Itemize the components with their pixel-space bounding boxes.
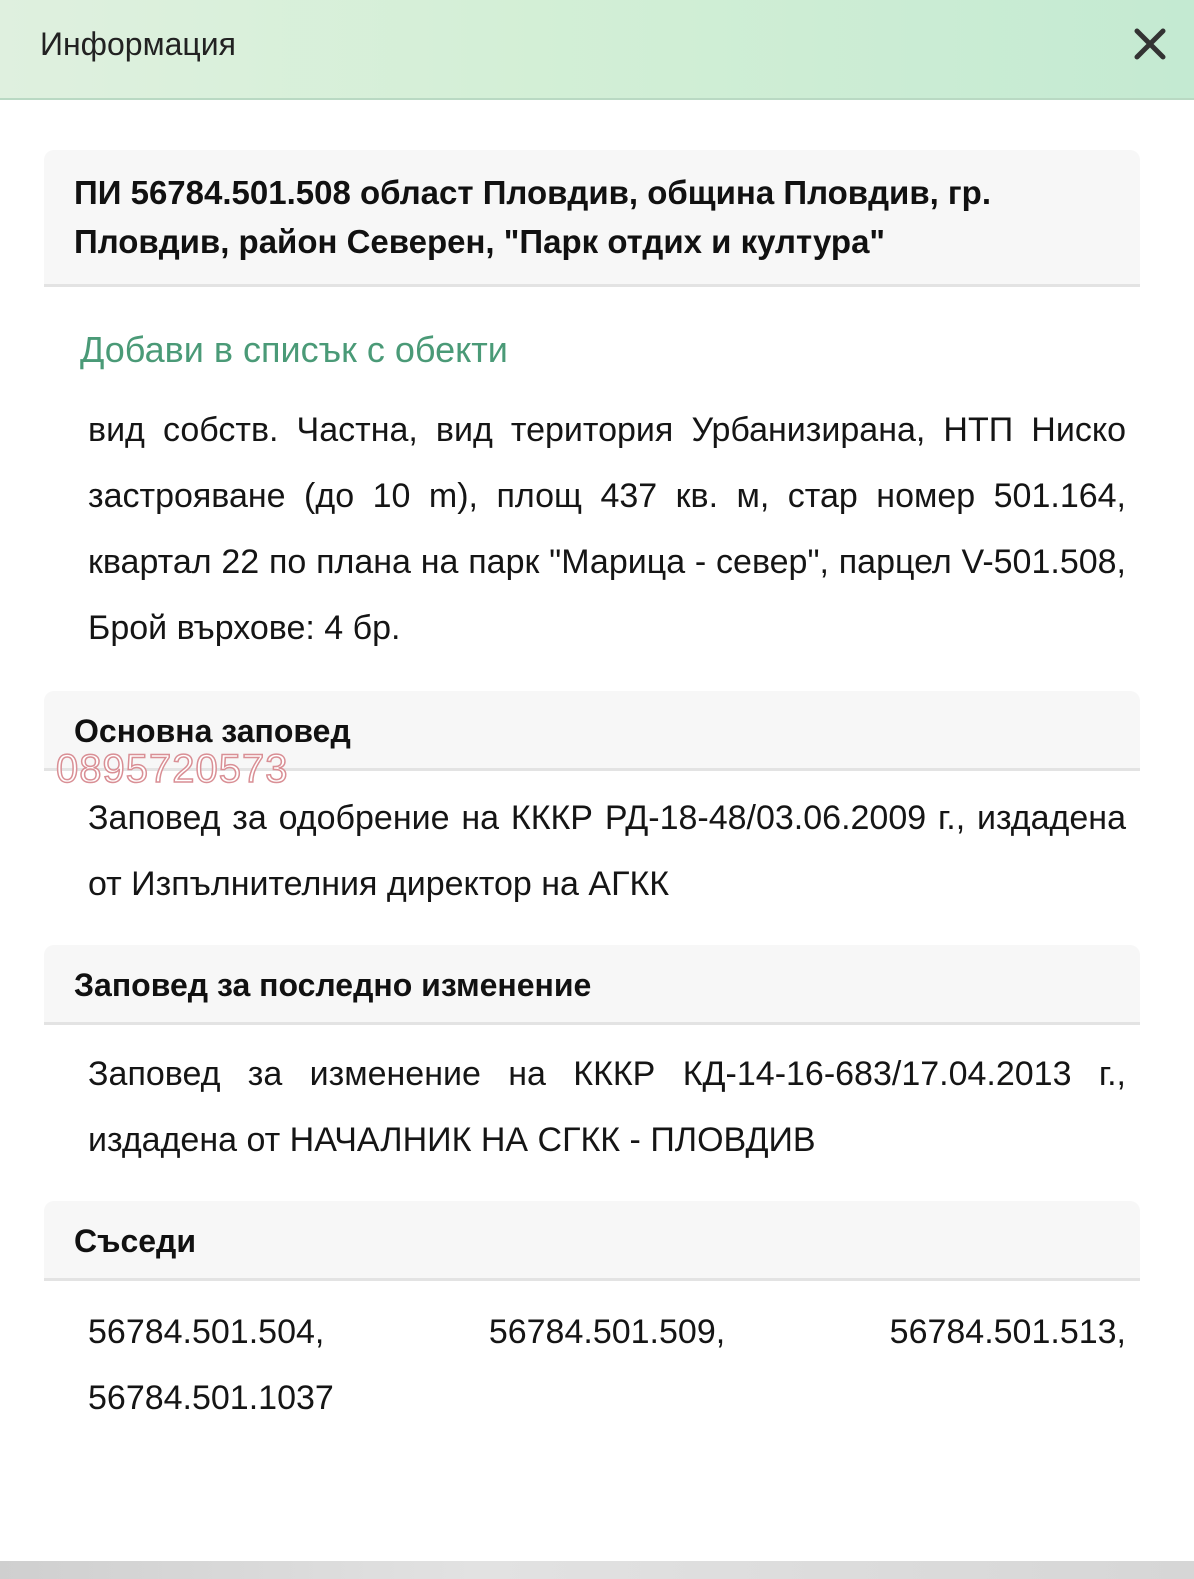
main-order-text: Заповед за одобрение на КККР РД-18-48/03.06.2009 г., издадена от Изпълнителния директор на АГКК [88, 799, 1126, 903]
neighbors-heading: Съседи [44, 1201, 1140, 1281]
close-icon [1128, 22, 1172, 66]
close-button[interactable] [1128, 22, 1172, 66]
neighbors-list [88, 1299, 1126, 1431]
neighbor-item: 56784.501.504, [88, 1313, 325, 1351]
parcel-title: ПИ 56784.501.508 област Пловдив, община Пловдив, гр. Пловдив, район Северен, "Парк отдих и култура" [44, 150, 1140, 287]
add-to-list-link[interactable]: Добави в списък с обекти [80, 329, 508, 370]
neighbor-item: 56784.501.509, [488, 1313, 726, 1351]
last-change-heading: Заповед за последно изменение [44, 945, 1140, 1025]
phone-watermark: 0895720573 [56, 747, 289, 791]
dialog-header [0, 0, 1194, 100]
parcel-description: вид собств. Частна, вид територия Урбанизирана, НТП Ниско застрояване (до 10 m), площ 437 кв. м, стар номер 501.164, квартал 22 по плана на парк "Марица - север", парцел V-501.508, Брой върхове: 4 бр. [88, 411, 1126, 647]
map-edge-strip [0, 1561, 1194, 1579]
last-change-text: Заповед за изменение на КККР КД-14-16-683/17.04.2013 г., издадена от НАЧАЛНИК НА СГКК - ПЛОВДИВ [88, 1055, 1126, 1159]
main-order-heading: Основна заповед [44, 691, 1140, 771]
neighbor-item: 56784.501.1037 [88, 1379, 334, 1417]
dialog-title: Информация [40, 26, 236, 62]
neighbor-item: 56784.501.513, [889, 1313, 1126, 1351]
